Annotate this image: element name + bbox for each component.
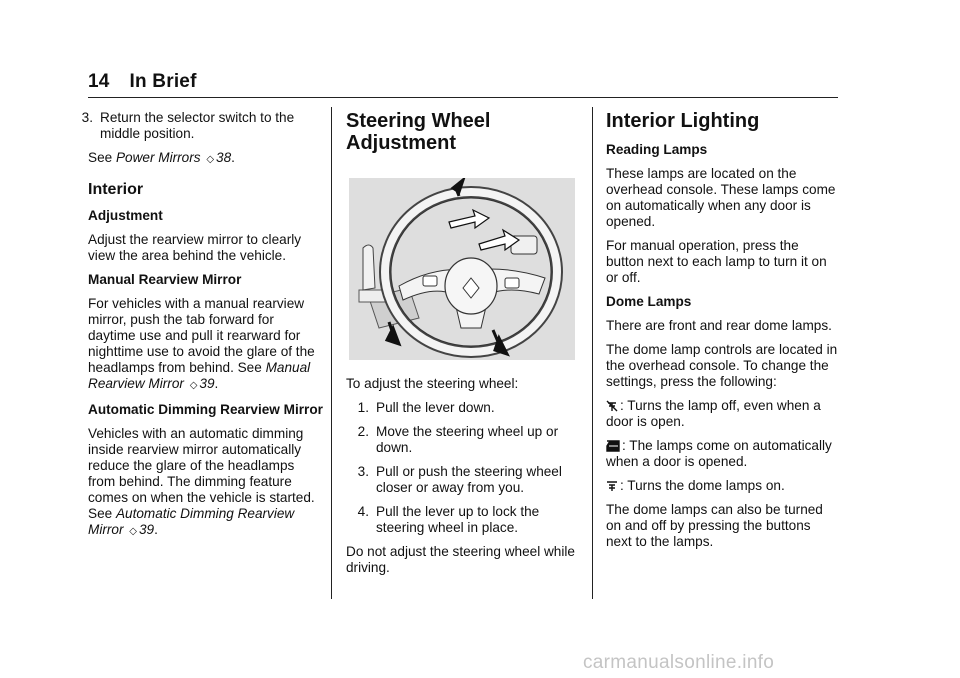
step-number: 2. bbox=[357, 424, 369, 439]
dome-paragraph-3: The dome lamps can also be turned on and off by pressing the buttons next to the lamps. bbox=[606, 502, 823, 549]
list-item bbox=[346, 400, 582, 416]
manual-mirror-subheading: Manual Rearview Mirror bbox=[88, 272, 242, 287]
reference-link[interactable]: Manual Rearview Mirror bbox=[88, 360, 311, 391]
steering-heading bbox=[346, 110, 582, 154]
steering-heading-line1: Steering Wheel bbox=[346, 110, 491, 132]
step-text: Pull or push the steering wheel closer or away from you. bbox=[376, 464, 562, 495]
reading-paragraph-1: These lamps are located on the overhead console. These lamps come on automatically when any door is opened. bbox=[606, 166, 836, 229]
adjustment-subheading: Adjustment bbox=[88, 208, 163, 223]
page-header bbox=[88, 71, 197, 93]
steering-wheel-illustration bbox=[349, 178, 575, 360]
reference-link[interactable]: Power Mirrors bbox=[115, 150, 201, 165]
dome-door-text: : The lamps come on automatically when a door is opened. bbox=[606, 438, 832, 469]
dome-door-option bbox=[606, 438, 838, 470]
list-item bbox=[346, 504, 582, 536]
column-divider-2 bbox=[592, 107, 593, 599]
dome-on-text: : Turns the dome lamps on. bbox=[620, 478, 785, 493]
reference-page[interactable]: 39 bbox=[138, 522, 155, 537]
dome-paragraph-2: The dome lamp controls are located in the overhead console. To change the settings, press the following: bbox=[606, 342, 838, 389]
column-2 bbox=[346, 110, 582, 584]
reading-lamps-subheading: Reading Lamps bbox=[606, 142, 708, 157]
dome-on-option bbox=[606, 478, 838, 494]
watermark: carmanualsonline.info bbox=[583, 652, 775, 673]
steering-heading-line2: Adjustment bbox=[346, 132, 456, 154]
list-item bbox=[346, 424, 582, 456]
dome-off-text: : Turns the lamp off, even when a door is open. bbox=[606, 398, 821, 429]
auto-mirror-paragraph bbox=[88, 426, 323, 540]
step-number: 1. bbox=[357, 400, 369, 415]
reading-paragraph-2: For manual operation, press the button next to each lamp to turn it on or off. bbox=[606, 238, 827, 285]
list-item bbox=[346, 464, 582, 496]
page-ref-icon: ◇ bbox=[206, 154, 215, 165]
auto-mirror-text: Vehicles with an automatic dimming inside rearview mirror automatically reduce the glare of the headlamps from behind. The dimming feature comes on when the vehicle is started. See bbox=[88, 426, 315, 521]
header-rule bbox=[88, 97, 838, 98]
page-ref-icon: ◇ bbox=[189, 380, 198, 391]
column-3 bbox=[606, 110, 838, 558]
step-number: 3. bbox=[357, 464, 369, 479]
dome-lamps-subheading: Dome Lamps bbox=[606, 294, 692, 309]
column-divider-1 bbox=[331, 107, 332, 599]
period: . bbox=[154, 522, 158, 537]
steering-note: Do not adjust the steering wheel while driving. bbox=[346, 544, 575, 575]
list-item bbox=[74, 110, 323, 142]
page-ref-icon: ◇ bbox=[129, 526, 137, 537]
period: . bbox=[214, 376, 219, 391]
period: . bbox=[231, 150, 235, 165]
see-reference bbox=[88, 150, 323, 168]
dome-off-option bbox=[606, 398, 838, 430]
steering-steps bbox=[346, 400, 582, 536]
lamp-off-icon bbox=[606, 400, 618, 412]
step-text: Move the steering wheel up or down. bbox=[376, 424, 559, 455]
step-number: 3. bbox=[81, 110, 93, 125]
reference-page[interactable]: 39 bbox=[199, 376, 215, 391]
steering-intro: To adjust the steering wheel: bbox=[346, 376, 519, 391]
step-number: 4. bbox=[357, 504, 369, 519]
lamp-on-icon bbox=[606, 480, 618, 492]
page-number: 14 bbox=[88, 71, 110, 92]
column-1 bbox=[81, 110, 323, 548]
adjustment-paragraph: Adjust the rearview mirror to clearly view the area behind the vehicle. bbox=[88, 232, 302, 263]
step-text: Pull the lever up to lock the steering wheel in place. bbox=[376, 504, 540, 535]
lighting-heading: Interior Lighting bbox=[606, 110, 760, 132]
reference-link[interactable]: Automatic Dimming Rearview Mirror bbox=[88, 506, 295, 537]
steering-wheel-icon bbox=[349, 178, 575, 360]
section-title: In Brief bbox=[129, 71, 197, 92]
step-text: Return the selector switch to the middle position. bbox=[100, 110, 295, 141]
auto-mirror-subheading: Automatic Dimming Rearview Mirror bbox=[88, 402, 323, 417]
step-text: Pull the lever down. bbox=[376, 400, 495, 415]
dome-paragraph-1: There are front and rear dome lamps. bbox=[606, 318, 832, 333]
manual-mirror-text: For vehicles with a manual rearview mirror, push the tab forward for daytime use and pull it rearward for nighttime use to avoid the glare of the headlamps from behind. See bbox=[88, 296, 315, 375]
door-lamp-icon bbox=[606, 440, 620, 452]
interior-heading: Interior bbox=[88, 181, 144, 198]
see-prefix: See bbox=[88, 150, 116, 165]
reference-page[interactable]: 38 bbox=[216, 150, 232, 165]
manual-mirror-paragraph bbox=[88, 296, 323, 394]
